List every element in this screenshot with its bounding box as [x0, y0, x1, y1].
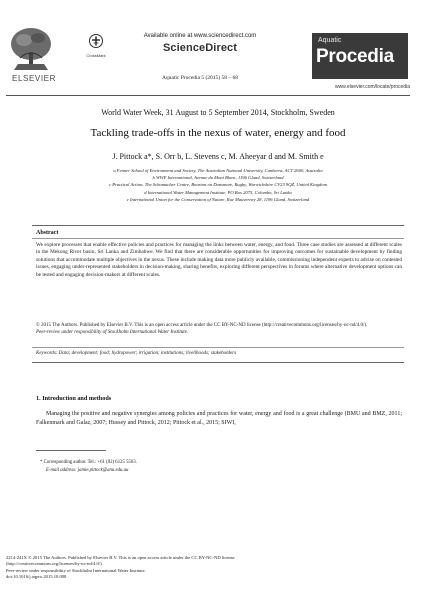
footer-line: 2214-241X © 2015 The Authors. Published by Elsevier B.V. This is an open access article under the CC BY-NC-ND license — [6, 555, 235, 560]
footnote-rule — [36, 450, 106, 451]
footer-line[interactable]: (http://creativecommons.org/licenses/by-nc-nd/4.0/). — [6, 561, 103, 567]
journal-url[interactable]: www.elsevier.com/locate/procedia — [334, 84, 410, 90]
affiliation-item: d International Water Management Institute, PO Box 2075, Colombo, Sri Lanka — [144, 189, 292, 195]
availability-text: Available online at www.sciencedirect.com — [143, 33, 257, 39]
abstract-heading: Abstract — [36, 230, 59, 236]
conference-line: World Water Week, 31 August to 5 September 2014, Stockholm, Sweden — [101, 108, 335, 117]
copyright-block — [36, 323, 402, 336]
affiliation-item: e International Union for the Conservation of Nature, Rue Mauverney 28, 1196 Gland, Switzerland — [126, 196, 310, 202]
journal-brand-small: Aquatic — [318, 37, 342, 44]
abstract-inner-rule — [32, 238, 404, 239]
copyright-line: © 2015 The Authors. Published by Elsevier B.V. This is an open access article under the CC BY-NC-ND license (http://creativecommons.org/licenses/by-nc-nd/4.0/). — [36, 323, 368, 328]
author-list: J. Pittock a*, S. Orr b, L. Stevens c, M. Aheeyar d and M. Smith e — [112, 152, 324, 161]
affiliation-item: a Fenner School of Environment and Society, The Australian National University, Canberra, ACT 2600, Australia — [113, 168, 323, 173]
footer-line: doi:10.1016/j.aqpro.2015.10.008 — [6, 574, 67, 580]
peer-review-line: Peer-review under responsibility of Stockholm International Water Institute. — [36, 329, 189, 335]
affiliations — [20, 167, 416, 203]
keywords-line: Keywords: Data; development; food; hydropower; irrigation; institutions; livelihoods; stakeholders — [36, 351, 237, 356]
section-body-text: Managing the positive and negative synergies among policies and practices for water, energy and food is a great challenge (BMU and BMZ, 2011; Falkenmark and Galaz, 2007; Hussey and Pittock, 2012; Pittock et al., 2015; SIWI, — [36, 411, 402, 426]
crossmark-icon[interactable] — [89, 34, 103, 48]
header-divider — [6, 95, 410, 96]
abstract-top-rule — [32, 225, 404, 226]
keywords-rule — [32, 347, 404, 348]
abstract-text: We explore processes that enable effective policies and practices for managing the links between water, energy, and food. Three case studies are assessed at different scales in the Mekong River basin, Sri Lanka and Zimbabwe. We find that there are considerable opportunities for improving outcomes for sustainable development by finding solutions that accommodate multiple objectives in the nexus. These include making data more publicly available, commissioning independent experts to advise on contested issues, engaging under-represented stakeholders in decision-making, sharing benefits, exploring different perspectives in forums where alternative development options can be tested and engaging decision-makers at different scales. — [36, 242, 402, 278]
footer-line: Peer-review under responsibility of Stockholm International Water Institute. — [6, 567, 146, 573]
journal-reference: Aquatic Procedia 5 (2015) 58 – 68 — [161, 75, 239, 81]
journal-brand-large: Procedia — [316, 46, 394, 67]
corresponding-author-note: * Corresponding author. Tel.: +61 (02) 6125 5563. — [40, 460, 137, 465]
crossmark-label: CrossMark — [86, 53, 106, 58]
sciencedirect-wordmark: ScienceDirect — [162, 42, 238, 54]
article-title: Tackling trade-offs in the nexus of water, energy and food — [90, 127, 346, 139]
email-note: E-mail address: jamie.pittock@anu.edu.au — [46, 468, 129, 473]
section-heading: 1. Introduction and methods — [36, 395, 112, 402]
affiliation-item: b WWF International, Avenue du Mont Blanc, 1196 Gland, Switzerland — [152, 175, 284, 181]
affiliation-item: c Practical Action, The Schumacher Centre, Bourton on Dunsmore, Rugby, Warwickshire CV23 9QZ, United Kingdom — [109, 182, 327, 188]
page-footer — [6, 555, 416, 581]
abstract-bottom-rule — [32, 362, 404, 363]
elsevier-tree-logo — [6, 24, 56, 74]
elsevier-wordmark: ELSEVIER — [12, 74, 56, 83]
